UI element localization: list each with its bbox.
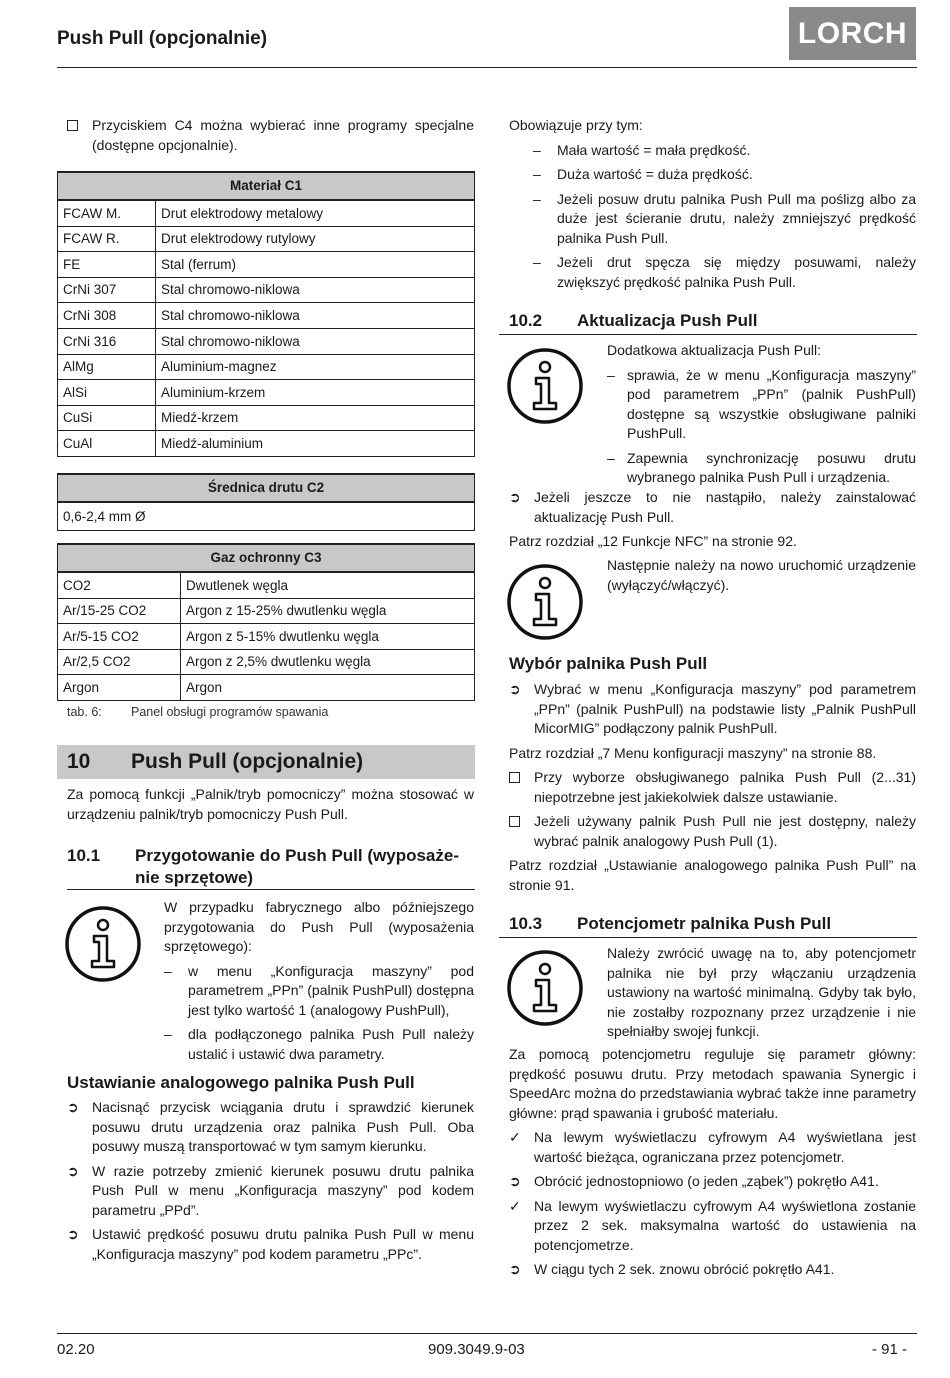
table-row — [58, 405, 475, 431]
dash-bullet: – — [607, 449, 615, 466]
arrow-icon: ➲ — [509, 681, 521, 697]
table-cell: Argon z 15-25% dwutlenku węgla — [181, 598, 475, 624]
checkmark-icon: ✓ — [509, 1129, 521, 1145]
footer-date: 02.20 — [57, 1341, 95, 1358]
list-item — [533, 253, 916, 292]
paragraph: Za pomocą funkcji „Palnik/tryb pomocniczy” można stosować w urządzeniu palnik/tryb pomocniczy Push Pull. — [67, 786, 474, 822]
table-header: Średnica drutu C2 — [58, 474, 475, 502]
table-cell: CuSi — [58, 405, 156, 431]
cross-reference: Patrz rozdział „12 Funkcje NFC” na stronie 92. — [509, 533, 797, 549]
subheading-select: Wybór palnika Push Pull — [509, 654, 708, 673]
section-title: Push Pull (opcjonalnie) — [131, 750, 364, 773]
item-text: W ciągu tych 2 sek. znowu obrócić pokrętło A41. — [534, 1261, 835, 1277]
subheading-analog: Ustawianie analogowego palnika Push Pull — [67, 1073, 415, 1092]
list-item — [533, 165, 916, 185]
dash-bullet: – — [533, 141, 541, 158]
table-cell: Stal chromowo-niklowa — [156, 303, 475, 329]
list-item — [533, 141, 916, 161]
table-cell: Miedź-aluminium — [156, 431, 475, 457]
table-cell: Drut elektrodowy metalowy — [156, 200, 475, 226]
paragraph: W przypadku fabrycznego albo późniejszego przygotowania do Push Pull (wyposażenia sprzętowego): — [164, 899, 474, 954]
item-text: Duża wartość = duża prędkość. — [557, 166, 753, 182]
paragraph: Dodatkowa aktualizacja Push Pull: — [607, 342, 822, 358]
dash-bullet: – — [164, 962, 172, 979]
arrow-icon: ➲ — [67, 1226, 79, 1242]
arrow-icon: ➲ — [509, 489, 521, 505]
item-text: sprawia, że w menu „Konfiguracja maszyny” pod parametrem „PPn” (palnik PushPull) dostępne są wszystkie obsługiwane palniki PushPull. — [627, 366, 916, 441]
item-text: Mała wartość = mała prędkość. — [557, 141, 751, 158]
table-row — [58, 598, 475, 624]
item-text: Nacisnąć przycisk wciągania drutu i sprawdzić kierunek posuwu drutu urządzenia oraz palnika Push Pull. Oba posuwy muszą transportować w tym samym kierunku. — [92, 1099, 474, 1154]
section-10-body — [67, 785, 474, 829]
checkmark-icon: ✓ — [509, 1197, 521, 1214]
table-cell: Aluminium-krzem — [156, 380, 475, 406]
table-cell: FE — [58, 252, 156, 278]
caption-label: tab. 6: — [67, 705, 102, 719]
dash-bullet: – — [533, 166, 541, 182]
table-cell: Argon — [58, 675, 181, 701]
table-cell: Dwutlenek węgla — [181, 572, 475, 598]
dash-bullet: – — [164, 1026, 172, 1042]
table-cell: Argon z 2,5% dwutlenku węgla — [181, 649, 475, 675]
right-column-top — [509, 116, 916, 297]
checkbox-icon — [509, 768, 531, 789]
table-cell: FCAW R. — [58, 226, 156, 252]
list-item — [509, 680, 916, 739]
table-header: Materiał C1 — [58, 172, 475, 200]
brand-logo: LORCH — [789, 7, 916, 60]
section-heading-10-1 — [67, 845, 475, 890]
result-list — [509, 1128, 916, 1280]
title-line: Przygotowanie do Push Pull (wyposaże- — [135, 846, 459, 865]
dash-bullet: – — [533, 190, 541, 207]
cross-reference: Patrz rozdział „Ustawianie analogowego palnika Push Pull” na stronie 91. — [509, 857, 916, 893]
table-row — [58, 380, 475, 406]
footer-page-number: - 91 - — [872, 1341, 908, 1358]
table-row — [58, 624, 475, 650]
arrow-icon: ➲ — [67, 1099, 79, 1115]
list-item — [164, 962, 474, 1021]
list-item — [533, 190, 916, 249]
table-row — [58, 226, 475, 252]
material-table — [57, 171, 475, 457]
table-row — [58, 303, 475, 329]
table-cell: AlSi — [58, 380, 156, 406]
table-cell: CuAl — [58, 431, 156, 457]
arrow-icon: ➲ — [67, 1162, 79, 1179]
item-text: Zapewnia synchronizację posuwu drutu wybranego palnika Push Pull i urządzenia. — [627, 449, 916, 485]
table-cell: Argon — [181, 675, 475, 701]
info-icon — [506, 563, 584, 641]
item-text: Przy wyborze obsługiwanego palnika Push Pull (2...31) niepotrzebne jest jakiekolwiek dalsze ustawianie. — [534, 769, 916, 805]
list-item — [509, 768, 916, 807]
table-row — [58, 675, 475, 701]
list-item — [607, 449, 916, 488]
list-item — [509, 1128, 916, 1167]
left-column — [67, 116, 474, 160]
info-note-4 — [607, 944, 916, 1047]
section-title — [135, 845, 459, 889]
footer-divider — [57, 1333, 917, 1334]
list-item — [509, 1172, 916, 1192]
table-row — [58, 277, 475, 303]
dash-bullet: – — [533, 254, 541, 270]
item-text: dla podłączonego palnika Push Pull należy ustalić i ustawić dwa parametry. — [188, 1026, 474, 1062]
table-cell: Stal chromowo-niklowa — [156, 328, 475, 354]
list-item — [67, 1162, 474, 1221]
info-icon — [506, 347, 584, 425]
checkbox-icon — [509, 812, 531, 833]
table-cell: 0,6-2,4 mm Ø — [58, 502, 475, 531]
table-cell: CrNi 308 — [58, 303, 156, 329]
page-header-title: Push Pull (opcjonalnie) — [57, 28, 268, 49]
section-heading-10 — [57, 745, 475, 779]
select-steps — [509, 680, 916, 900]
list-item — [164, 1025, 474, 1064]
info-icon — [506, 949, 584, 1027]
item-text: Ustawić prędkość posuwu drutu palnika Push Pull w menu „Konfiguracja maszyny” pod kodem parametru „PPc”. — [92, 1226, 474, 1262]
list-item — [607, 366, 916, 444]
header-divider — [57, 67, 917, 68]
list-item — [67, 116, 474, 155]
table-cell: Stal chromowo-niklowa — [156, 277, 475, 303]
wire-diameter-table — [57, 473, 475, 531]
caption-text: Panel obsługi programów spawania — [131, 705, 329, 719]
dash-bullet: – — [607, 366, 615, 383]
table-row — [58, 252, 475, 278]
info-note-1 — [164, 898, 474, 1069]
table-cell: Miedź-krzem — [156, 405, 475, 431]
info-note-2 — [607, 341, 916, 493]
info-icon — [64, 905, 142, 983]
list-item — [509, 1260, 916, 1280]
item-text: w menu „Konfiguracja maszyny” pod parametrem „PPn” (palnik PushPull) dostępna jest tylko wartość 1 (analogowy PushPull), — [188, 962, 474, 1018]
table-cell: Ar/5-15 CO2 — [58, 624, 181, 650]
update-steps — [509, 488, 916, 557]
table-row — [58, 200, 475, 226]
title-line: nie sprzętowe) — [135, 868, 254, 887]
table-cell: Drut elektrodowy rutylowy — [156, 226, 475, 252]
table-row — [58, 649, 475, 675]
table-cell: CrNi 307 — [58, 277, 156, 303]
item-text: Jeżeli używany palnik Push Pull nie jest dostępny, należy wybrać palnik analogowy Push Pull (1). — [534, 813, 916, 849]
section-number: 10.1 — [67, 846, 101, 865]
item-text: Na lewym wyświetlaczu cyfrowym A4 wyświetlana jest wartość bieżąca, ograniczana przez potencjometr. — [534, 1129, 916, 1165]
section-heading-10-3 — [499, 913, 917, 938]
table-cell: Ar/15-25 CO2 — [58, 598, 181, 624]
section-number: 10 — [67, 750, 91, 773]
table-header: Gaz ochronny C3 — [58, 544, 475, 572]
table-cell: Ar/2,5 CO2 — [58, 649, 181, 675]
table-caption — [67, 703, 329, 723]
info-note-3 — [607, 556, 916, 600]
table-cell: FCAW M. — [58, 200, 156, 226]
section-title: Aktualizacja Push Pull — [577, 311, 758, 330]
table-row — [58, 354, 475, 380]
analog-steps — [67, 1098, 474, 1269]
arrow-icon: ➲ — [509, 1261, 521, 1277]
paragraph: Za pomocą potencjometru reguluje się parametr główny: prędkość posuwu drutu. Przy metodach spawania Synergic i SpeedArc można do przedstawiania wybrać także inne parametry główne: prąd spawania i grubość materiału. — [509, 1046, 916, 1121]
list-item — [67, 1098, 474, 1157]
arrow-icon: ➲ — [509, 1173, 521, 1189]
table-row — [58, 328, 475, 354]
item-text: Obrócić jednostopniowo (o jeden „ząbek”) pokrętło A41. — [534, 1173, 879, 1189]
table-cell: AlMg — [58, 354, 156, 380]
list-item — [509, 1197, 916, 1256]
section-title: Potencjometr palnika Push Pull — [577, 914, 832, 933]
list-item — [509, 488, 916, 527]
item-text: Na lewym wyświetlaczu cyfrowym A4 wyświetlona zostanie przez 2 sek. maksymalna wartość do ustawienia na potencjometrze. — [534, 1197, 916, 1253]
table-row — [58, 431, 475, 457]
section-number: 10.3 — [509, 914, 543, 933]
section-number: 10.2 — [509, 311, 543, 330]
shielding-gas-table — [57, 543, 475, 701]
table-cell: CrNi 316 — [58, 328, 156, 354]
table-cell: Aluminium-magnez — [156, 354, 475, 380]
table-cell: CO2 — [58, 572, 181, 598]
item-text: Przyciskiem C4 można wybierać inne programy specjalne (dostępne opcjonalnie). — [92, 117, 474, 153]
item-text: Jeżeli jeszcze to nie nastąpiło, należy zainstalować aktualizację Push Pull. — [534, 489, 916, 525]
cross-reference: Patrz rozdział „7 Menu konfiguracji maszyny” na stronie 88. — [509, 744, 877, 761]
item-text: Jeżeli posuw drutu palnika Push Pull ma poślizg albo za duże jest ścieranie drutu, należy zmniejszyć prędkość palnika Push Pull. — [557, 190, 916, 246]
section-heading-10-2 — [499, 310, 917, 335]
paragraph: Należy zwrócić uwagę na to, aby potencjometr palnika nie był przy włączaniu urządzenia ustawiony na wartość minimalną. Gdyby tak było, nie zostałby rozpoznany przez urządzenie i nie spełniałby swojej funkcji. — [607, 945, 916, 1039]
checkbox-icon — [67, 116, 89, 137]
potentiometer-body — [509, 1045, 916, 1285]
item-text: W razie potrzeby zmienić kierunek posuwu drutu palnika Push Pull w menu „Konfiguracja maszyny” pod kodem parametru „PPd”. — [92, 1162, 474, 1218]
table-cell: Stal (ferrum) — [156, 252, 475, 278]
footer-doc-number: 909.3049.9-03 — [428, 1341, 525, 1358]
item-text: Wybrać w menu „Konfiguracja maszyny” pod parametrem „PPn” (palnik PushPull) na podstawie listy „Palnik PushPull MicorMIG” podłączony palnik PushPull. — [534, 681, 916, 736]
list-item — [67, 1225, 474, 1264]
paragraph: Obowiązuje przy tym: — [509, 117, 643, 133]
table-cell: Argon z 5-15% dwutlenku węgla — [181, 624, 475, 650]
item-text: Jeżeli drut spęcza się między posuwami, należy zwiększyć prędkość palnika Push Pull. — [557, 254, 916, 290]
table-row — [58, 572, 475, 598]
list-item — [509, 812, 916, 851]
paragraph: Następnie należy na nowo uruchomić urządzenie (wyłączyć/włączyć). — [607, 557, 916, 593]
